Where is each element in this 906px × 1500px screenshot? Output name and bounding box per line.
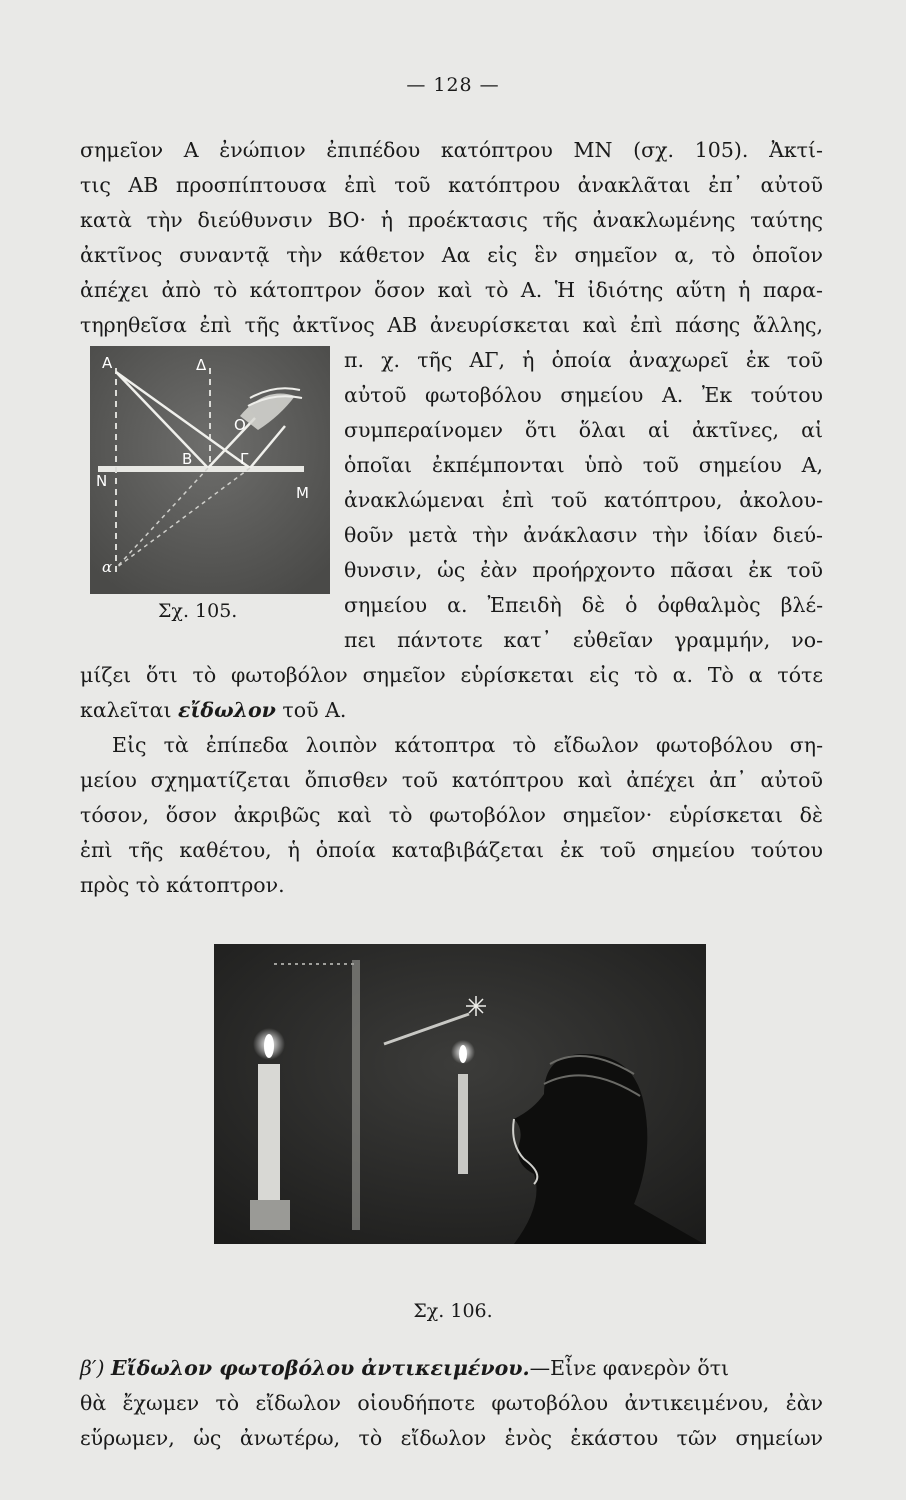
section-label: β′) (80, 1356, 105, 1380)
text-line: μίζει ὅτι τὸ φωτοβόλον σημεῖον εὑρίσκεται εἰς τὸ α. Τὸ α τότε (80, 663, 823, 687)
text-line: ὁποῖαι ἐκπέμπονται ὑπὸ τοῦ σημείου Α, (344, 453, 823, 477)
label-a: Α (102, 354, 113, 372)
figure-106-photograph (214, 944, 706, 1244)
section-dash-text: —Εἶνε φανερὸν ὅτι (529, 1356, 730, 1380)
text-line: τόσον, ὅσον ἀκριβῶς καὶ τὸ φωτοβόλον σημεῖον· εὑρίσκεται δὲ (80, 803, 823, 827)
text-line: τηρηθεῖσα ἐπὶ τῆς ἀκτῖνος ΑΒ ἀνευρίσκεται καὶ ἐπὶ πάσης ἄλλης, (80, 313, 823, 337)
text-line: εὕρωμεν, ὡς ἀνωτέρω, τὸ εἴδωλον ἑνὸς ἑκάστου τῶν σημείων (80, 1426, 823, 1450)
sparkle (466, 996, 486, 1016)
page-number: — 128 — (406, 74, 500, 96)
candle (258, 1064, 280, 1204)
text-line: ἀνακλώμεναι ἐπὶ τοῦ κατόπτρου, ἀκολου- (344, 488, 823, 512)
text-line: σημείου α. Ἐπειδὴ δὲ ὁ ὀφθαλμὸς βλέ- (344, 593, 823, 617)
figure-106-caption: Σχ. 106. (413, 1300, 493, 1322)
glass-plate (352, 960, 360, 1230)
text-line: ἐπὶ τῆς καθέτου, ἡ ὁποία καταβιβάζεται ἐκ τοῦ σημείου τούτου (80, 838, 823, 862)
text-line: π. χ. τῆς ΑΓ, ἡ ὁποία ἀναχωρεῖ ἐκ τοῦ (344, 348, 823, 372)
text-line: θοῦν μετὰ τὴν ἀνάκλασιν τὴν ἰδίαν διεύ- (344, 523, 823, 547)
label-b: Β (182, 450, 193, 468)
text-line: σημεῖον Α ἐνώπιον ἐπιπέδου κατόπτρου ΜΝ (σχ. 105). Ἀκτί- (80, 138, 823, 162)
emphasis-term: εἴδωλον (178, 698, 276, 722)
text-line: πει πάντοτε κατ᾽ εὐθεῖαν γραμμήν, νο- (344, 628, 823, 652)
text-line: συμπεραίνομεν ὅτι ὅλαι αἱ ἀκτῖνες, αἱ (344, 418, 823, 442)
image-candle (458, 1074, 468, 1174)
text-line: τις ΑΒ προσπίπτουσα ἐπὶ τοῦ κατόπτρου ἀνακλᾶται ἐπ᾽ αὐτοῦ (80, 173, 823, 197)
text-line: ἀπέχει ἀπὸ τὸ κάτοπτρον ὅσον καὶ τὸ Α. Ἡ ἰδιότης αὕτη ἡ παρα- (80, 278, 823, 302)
figure-105-caption: Σχ. 105. (158, 600, 238, 622)
text-line: θυνσιν, ὡς ἐὰν προήρχοντο πᾶσαι ἐκ τοῦ (344, 558, 823, 582)
mirror-ray-diagram (90, 346, 330, 594)
label-gamma: Γ (240, 450, 249, 468)
text-line: μείου σχηματίζεται ὄπισθεν τοῦ κατόπτρου καὶ ἀπέχει ἀπ᾽ αὐτοῦ (80, 768, 823, 792)
label-alpha: α (102, 558, 113, 576)
mirror-line (98, 466, 304, 472)
text-line: πρὸς τὸ κάτοπτρον. (80, 873, 285, 897)
text-line: ἀκτῖνος συναντᾷ τὴν κάθετον Αα εἰς ἓν σημεῖον α, τὸ ὁποῖον (80, 243, 823, 267)
text-line: καλεῖται εἴδωλον τοῦ Α. (80, 698, 347, 722)
text-line: θὰ ἔχωμεν τὸ εἴδωλον οἱουδήποτε φωτοβόλου ἀντικειμένου, ἐὰν (80, 1391, 823, 1415)
text-line: αὐτοῦ φωτοβόλου σημείου Α. Ἐκ τούτου (344, 383, 823, 407)
label-m: Μ (296, 484, 309, 502)
figure-105-mirror-diagram (90, 346, 330, 594)
candle-mirror-illustration (214, 944, 706, 1244)
label-n: Ν (96, 472, 108, 490)
label-delta: Δ (196, 356, 207, 374)
section-heading-line (80, 1354, 823, 1382)
section-title: Εἴδωλον φωτοβόλου ἀντικειμένου. (111, 1356, 530, 1380)
flame-icon (264, 1034, 274, 1058)
label-o: Ο (234, 416, 246, 434)
text-line: κατὰ τὴν διεύθυνσιν ΒΟ· ἡ προέκτασις τῆς ἀνακλωμένης ταύτης (80, 208, 823, 232)
text-line: Εἰς τὰ ἐπίπεδα λοιπὸν κάτοπτρα τὸ εἴδωλον φωτοβόλου ση- (112, 733, 823, 757)
